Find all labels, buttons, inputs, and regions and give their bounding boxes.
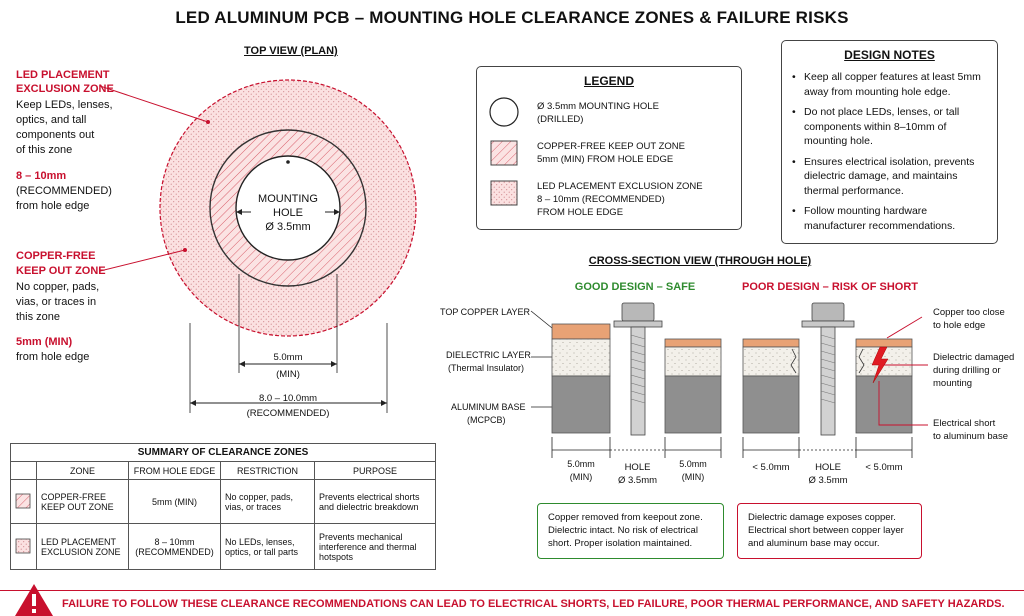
led-zone-desc-3: components out (16, 129, 95, 141)
summary-col-restriction: RESTRICTION (221, 462, 315, 480)
summary-row1-swatch (11, 480, 37, 524)
poor-right-aluminum (856, 376, 912, 433)
hole-label-1: MOUNTING (258, 193, 318, 205)
poor-hole-size: Ø 3.5mm (808, 475, 848, 486)
keepout-title-1: COPPER-FREE (16, 250, 96, 262)
legend-hole-swatch (490, 98, 518, 126)
design-note: • Do not place LEDs, lenses, or tall components within 8–10mm of mounting hole. (782, 105, 997, 149)
summary-row1-restriction: No copper, pads, vias, or traces (221, 480, 315, 524)
good-dim-left: 5.0mm (567, 459, 595, 469)
good-design-note: Copper removed from keepout zone. Dielectric intact. No risk of electrical short. Proper isolation maintained. (537, 503, 724, 559)
poor-left-copper (743, 339, 799, 347)
led-zone-title-1: LED PLACEMENT (16, 69, 110, 81)
led-dist-sub1: (RECOMMENDED) (16, 185, 112, 197)
summary-row2-zone: LED PLACEMENT EXCLUSION ZONE (37, 524, 129, 570)
poor-screw-shaft (821, 327, 835, 435)
poor-hole-label: HOLE (815, 462, 841, 473)
summary-heading: SUMMARY OF CLEARANCE ZONES (11, 444, 436, 462)
poor-dim-right: < 5.0mm (865, 462, 903, 473)
led-zone-desc-1: Keep LEDs, lenses, (16, 99, 113, 111)
good-right-copper (665, 339, 721, 347)
page-title: LED ALUMINUM PCB – MOUNTING HOLE CLEARANCE ZONES & FAILURE RISKS (175, 8, 849, 27)
good-dim-right: 5.0mm (679, 459, 707, 469)
layer-dielectric-sub: (Thermal Insulator) (448, 363, 525, 373)
summary-col-purpose: PURPOSE (315, 462, 436, 480)
dim-inner-sub: (MIN) (276, 369, 300, 380)
cross-section-heading: CROSS-SECTION VIEW (THROUGH HOLE) (588, 255, 812, 267)
poor-left-aluminum (743, 376, 799, 433)
clearance-summary-table (10, 443, 436, 570)
legend-item1-line1: Ø 3.5mm MOUNTING HOLE (537, 101, 659, 112)
layer-dielectric-label: DIELECTRIC LAYER (446, 350, 531, 360)
led-zone-desc-4: of this zone (16, 144, 73, 156)
callout-copper-close-1: Copper too close (933, 307, 1005, 318)
design-notes-heading: DESIGN NOTES (844, 48, 935, 62)
poor-design-title: POOR DESIGN – RISK OF SHORT (741, 281, 919, 293)
layer-base-label: ALUMINUM BASE (451, 402, 526, 412)
dim-outer-sub: (RECOMMENDED) (246, 408, 330, 419)
keepout-dist-title: 5mm (MIN) (16, 336, 73, 348)
summary-row2-swatch (11, 524, 37, 570)
summary-row1-purpose: Prevents electrical shorts and dielectric breakdown (315, 480, 436, 524)
legend-item1-line2: (DRILLED) (537, 114, 584, 125)
legend-swatches (488, 96, 528, 216)
poor-right-copper (856, 339, 912, 347)
legend-keepout-swatch (491, 141, 517, 165)
good-dim-right-sub: (MIN) (681, 472, 705, 482)
led-zone-desc-2: optics, and tall (16, 114, 87, 126)
callout-short-1: Electrical short (933, 418, 996, 429)
poor-left-dielectric (743, 347, 799, 376)
warning-text: FAILURE TO FOLLOW THESE CLEARANCE RECOMMENDATIONS CAN LEAD TO ELECTRICAL SHORTS, LED FAILURE, POOR THERMAL PERFORMANCE, AND SAFETY HAZARDS. (62, 598, 1005, 610)
legend-led-swatch (491, 181, 517, 205)
legend-item3-line3: FROM HOLE EDGE (537, 207, 624, 218)
good-design-title: GOOD DESIGN – SAFE (574, 281, 696, 293)
led-dist-sub2: from hole edge (16, 200, 90, 212)
keepout-desc-1: No copper, pads, (16, 281, 100, 293)
left-leader-lines (100, 80, 260, 290)
hole-label-2: HOLE (273, 207, 303, 219)
summary-col-distance: FROM HOLE EDGE (129, 462, 221, 480)
good-left-dielectric (552, 339, 610, 376)
summary-row1-zone: COPPER-FREE KEEP OUT ZONE (37, 480, 129, 524)
callout-dielectric-2: during drilling or (933, 365, 1001, 376)
good-screw-head (622, 303, 654, 321)
good-screw-shaft (631, 327, 645, 435)
summary-row2-distance: 8 – 10mm (RECOMMENDED) (129, 524, 221, 570)
legend-item2-line1: COPPER-FREE KEEP OUT ZONE (537, 141, 685, 152)
summary-row2-purpose: Prevents mechanical interference and thermal hotspots (315, 524, 436, 570)
callout-dielectric-3: mounting (933, 378, 973, 389)
summary-row1-distance: 5mm (MIN) (129, 480, 221, 524)
design-notes-panel (781, 40, 998, 244)
callout-copper-close-2: to hole edge (933, 320, 986, 331)
good-right-aluminum (665, 376, 721, 433)
hole-label-3: Ø 3.5mm (265, 221, 311, 233)
summary-col-zone: ZONE (37, 462, 129, 480)
led-dist-title: 8 – 10mm (16, 170, 67, 182)
layer-top-copper-label: TOP COPPER LAYER (440, 307, 531, 317)
legend-heading: LEGEND (583, 74, 634, 88)
legend-item3-line1: LED PLACEMENT EXCLUSION ZONE (537, 181, 703, 192)
design-note: • Ensures electrical isolation, prevents dielectric damage, and maintains thermal performance. (782, 155, 997, 199)
good-hole-size: Ø 3.5mm (617, 475, 658, 486)
design-notes-list (782, 70, 997, 233)
good-left-copper (552, 324, 610, 339)
callout-short-2: to aluminum base (933, 431, 1008, 442)
table-row (11, 524, 436, 570)
layer-base-sub: (MCPCB) (467, 415, 506, 425)
summary-swatch-col (11, 462, 37, 480)
led-zone-title-2: EXCLUSION ZONE (16, 83, 114, 95)
summary-row2-restriction: No LEDs, lenses, optics, or tall parts (221, 524, 315, 570)
callout-dielectric-1: Dielectric damaged (933, 352, 1015, 363)
keepout-desc-2: vias, or traces in (16, 296, 97, 308)
good-left-aluminum (552, 376, 610, 433)
good-hole-label: HOLE (624, 462, 651, 473)
design-note: • Keep all copper features at least 5mm away from mounting hole edge. (782, 70, 997, 99)
keepout-desc-3: this zone (16, 311, 61, 323)
table-row (11, 480, 436, 524)
keepout-dist-sub: from hole edge (16, 351, 90, 363)
dim-inner-label: 5.0mm (273, 352, 303, 363)
legend-item3-line2: 8 – 10mm (RECOMMENDED) (537, 194, 665, 205)
good-dim-left-sub: (MIN) (569, 472, 593, 482)
legend-item2-line2: 5mm (MIN) FROM HOLE EDGE (537, 154, 674, 165)
dim-outer-label: 8.0 – 10.0mm (258, 393, 318, 404)
poor-design-note: Dielectric damage exposes copper. Electrical short between copper layer and aluminum base may occur. (737, 503, 922, 559)
design-note: • Follow mounting hardware manufacturer recommendations. (782, 204, 997, 233)
top-view-heading: TOP VIEW (PLAN) (244, 45, 338, 57)
poor-dim-left: < 5.0mm (752, 462, 790, 473)
good-right-dielectric (665, 347, 721, 376)
keepout-title-2: KEEP OUT ZONE (16, 265, 106, 277)
poor-screw-head (812, 303, 844, 321)
warning-triangle-icon (14, 582, 54, 616)
